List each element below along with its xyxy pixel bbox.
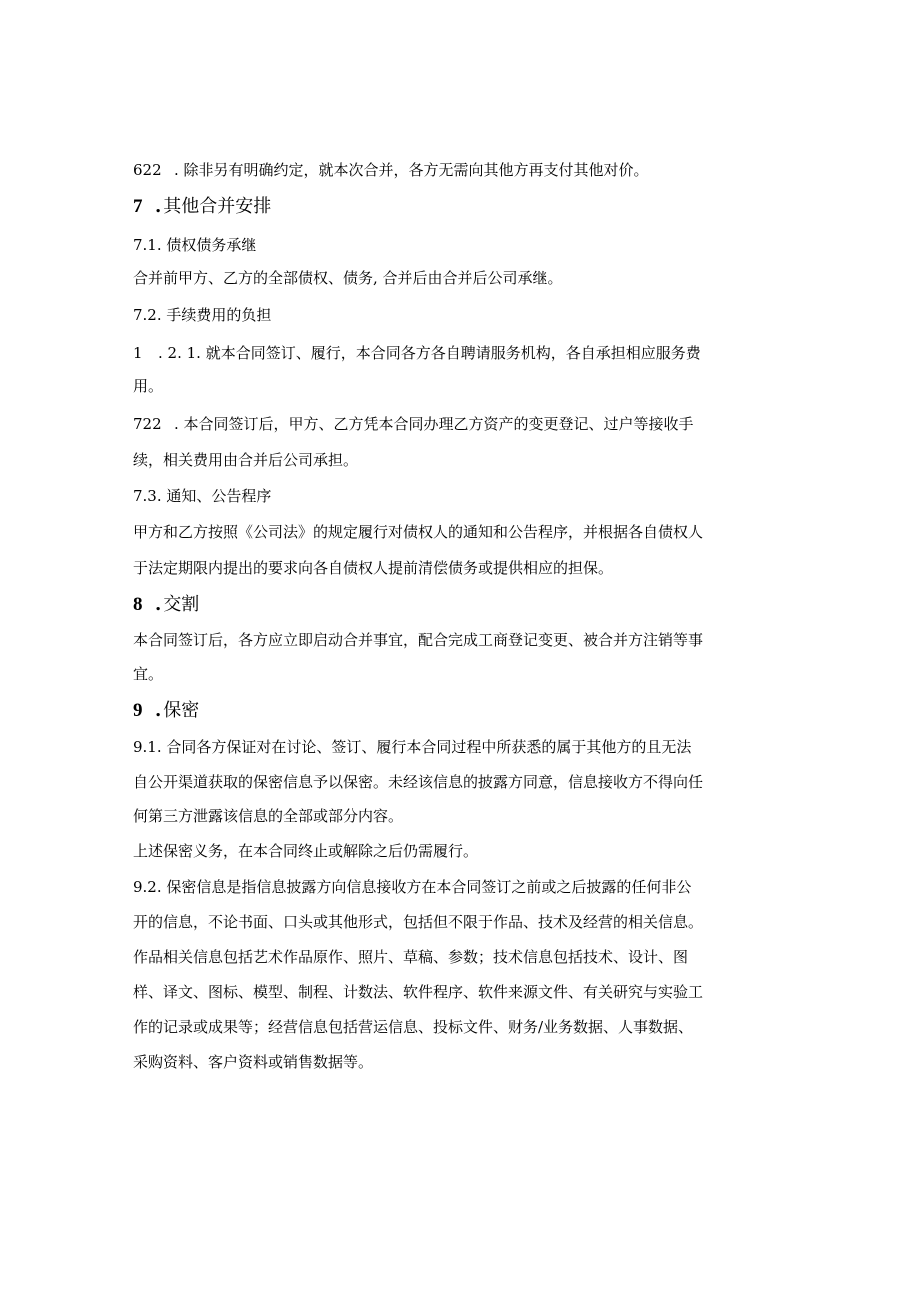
paragraph-9-2-line2: 开的信息，不论书面、口头或其他形式，包括但不限于作品、技术及经营的相关信息。: [133, 913, 704, 931]
paragraph-9-2-line3: 作品相关信息包括艺术作品原作、照片、草稿、参数；技术信息包括技术、设计、图: [133, 948, 689, 966]
section-dot: .: [155, 700, 162, 721]
paragraph-6-2-2: [133, 160, 649, 180]
paragraph-9-1-continuation: 上述保密义务，在本合同终止或解除之后仍需履行。: [133, 842, 479, 860]
clause-number: 622: [133, 161, 162, 179]
paragraph-7-3-line2: 于法定期限内提出的要求向各自债权人提前清偿债务或提供相应的担保。: [133, 559, 614, 577]
paragraph-7-2-2-line2: 续，相关费用由合并后公司承担。: [133, 451, 359, 469]
paragraph-text: . 除非另有明确约定，就本次合并，各方无需向其他方再支付其他对价。: [174, 161, 649, 179]
section-number: 9: [133, 700, 143, 721]
paragraph-text: . 2. 1. 就本合同签订、履行，本合同各方各自聘请服务机构，各自承担相应服务费: [158, 344, 701, 362]
paragraph-7-2-1-line1: [133, 343, 701, 363]
section-heading-8: [133, 594, 199, 616]
paragraph-9-1-line2: 自公开渠道获取的保密信息予以保密。未经该信息的披露方同意，信息接收方不得向任: [133, 773, 704, 791]
section-dot: .: [155, 196, 162, 217]
paragraph-9-2-line1: 9.2. 保密信息是指信息披露方向信息接收方在本合同签订之前或之后披露的任何非公: [133, 878, 692, 896]
section-heading-7: [133, 196, 271, 218]
subsection-heading-7-2: 7.2. 手续费用的负担: [133, 306, 272, 324]
paragraph-9-1-line1: 9.1. 合同各方保证对在讨论、签订、履行本合同过程中所获悉的属于其他方的且无法: [133, 738, 692, 756]
paragraph-8-line1: 本合同签订后，各方应立即启动合并事宜，配合完成工商登记变更、被合并方注销等事: [133, 631, 704, 649]
section-title: 交割: [163, 594, 200, 615]
paragraph-7-3-line1: 甲方和乙方按照《公司法》的规定履行对债权人的通知和公告程序，并根据各自债权人: [133, 523, 704, 541]
section-title: 保密: [163, 700, 200, 721]
subsection-heading-7-3: 7.3. 通知、公告程序: [133, 487, 272, 505]
paragraph-text: . 本合同签订后，甲方、乙方凭本合同办理乙方资产的变更登记、过户等接收手: [174, 415, 694, 433]
paragraph-9-2-line4: 样、译文、图标、模型、制程、计数法、软件程序、软件来源文件、有关研究与实验工: [133, 983, 704, 1001]
clause-number: 1: [133, 344, 143, 362]
clause-number: 722: [133, 415, 162, 433]
section-title: 其他合并安排: [163, 196, 272, 217]
section-number: 8: [133, 594, 143, 615]
section-dot: .: [155, 594, 162, 615]
section-number: 7: [133, 196, 143, 217]
paragraph-7-2-1-line2: 用。: [133, 377, 164, 395]
paragraph-8-line2: 宜。: [133, 665, 164, 683]
paragraph-9-2-line5: 作的记录或成果等；经营信息包括营运信息、投标文件、财务/业务数据、人事数据、: [133, 1018, 694, 1036]
paragraph-7-2-2-line1: [133, 414, 694, 434]
paragraph-7-1: 合并前甲方、乙方的全部债权、债务, 合并后由合并后公司承继。: [133, 269, 563, 287]
section-heading-9: [133, 700, 199, 722]
paragraph-9-1-line3: 何第三方泄露该信息的全部或部分内容。: [133, 807, 404, 825]
paragraph-9-2-line6: 采购资料、客户资料或销售数据等。: [133, 1053, 374, 1071]
subsection-heading-7-1: 7.1. 债权债务承继: [133, 236, 257, 254]
